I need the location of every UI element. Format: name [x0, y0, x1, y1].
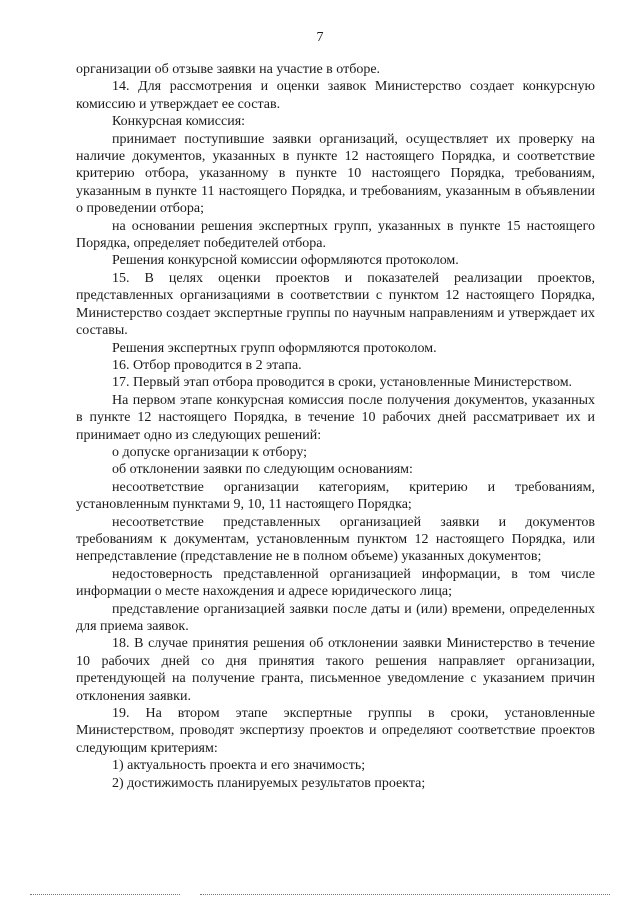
paragraph: 2) достижимость планируемых результатов проекта;: [112, 775, 426, 791]
paragraph: несоответствие представленных организацией заявки и документов требованиям к документам, установленным пунктом 12 настоящего Порядка, или непредставление (представление не в полном объеме) указанных документов;: [76, 514, 595, 565]
paragraph: Конкурсная комиссия:: [112, 114, 246, 130]
paragraph: об отклонении заявки по следующим основаниям:: [112, 462, 413, 478]
paragraph: 16. Отбор проводится в 2 этапа.: [112, 357, 302, 373]
footer-rule-right: [200, 894, 610, 895]
document-body: [76, 61, 595, 792]
paragraph: 1) актуальность проекта и его значимость;: [112, 758, 366, 774]
footer-rule-left: [30, 894, 180, 895]
paragraph: Решения конкурсной комиссии оформляются протоколом.: [112, 253, 459, 269]
paragraph: 14. Для рассмотрения и оценки заявок Министерство создает конкурсную комиссию и утверждает ее состав.: [76, 79, 595, 112]
paragraph: несоответствие организации категориям, критерию и требованиям, установленным пунктами 9, 10, 11 настоящего Порядка;: [76, 479, 595, 513]
paragraph: на основании решения экспертных групп, указанных в пункте 15 настоящего Порядка, определяет победителей отбора.: [76, 218, 595, 252]
paragraph: 15. В целях оценки проектов и показателей реализации проектов, представленных организациями в соответствии с пунктом 12 настоящего Порядка, Министерство создает экспертные группы по научным направлениям и утверждает их составы.: [76, 270, 595, 339]
paragraph: организации об отзыве заявки на участие в отборе.: [76, 62, 381, 77]
paragraph: о допуске организации к отбору;: [112, 444, 308, 460]
paragraph: принимает поступившие заявки организаций, осуществляет их проверку на наличие документов, указанных в пункте 12 настоящего Порядка, и соответствие критерию отбора, указанному в пункте 10 настоящего Порядка, требованиям, указанным в пункте 11 настоящего Порядка, и требованиям, указанным в объявлении о проведении отбора;: [76, 131, 595, 217]
paragraph: недостоверность представленной организацией информации, в том числе информации о месте нахождения и адресе юридического лица;: [76, 566, 595, 600]
paragraph: Решения экспертных групп оформляются протоколом.: [112, 340, 437, 356]
page-number: 7: [316, 30, 324, 45]
paragraph: 19. На втором этапе экспертные группы в сроки, установленные Министерством, проводят экспертизу проектов и определяют соответствие проектов следующим критериям:: [76, 706, 595, 756]
paragraph: 17. Первый этап отбора проводится в сроки, установленные Министерством.: [112, 375, 573, 391]
paragraph: представление организацией заявки после даты и (или) времени, определенных для приема заявок.: [76, 601, 595, 634]
paragraph: 18. В случае принятия решения об отклонении заявки Министерство в течение 10 рабочих дней со дня принятия такого решения направляет организации, претендующей на получение гранта, письменное уведомление с указанием причин отклонения заявки.: [76, 636, 595, 704]
paragraph: На первом этапе конкурсная комиссия после получения документов, указанных в пункте 12 настоящего Порядка, в течение 10 рабочих дней рассматривает их и принимает одно из следующих решений:: [76, 392, 595, 443]
